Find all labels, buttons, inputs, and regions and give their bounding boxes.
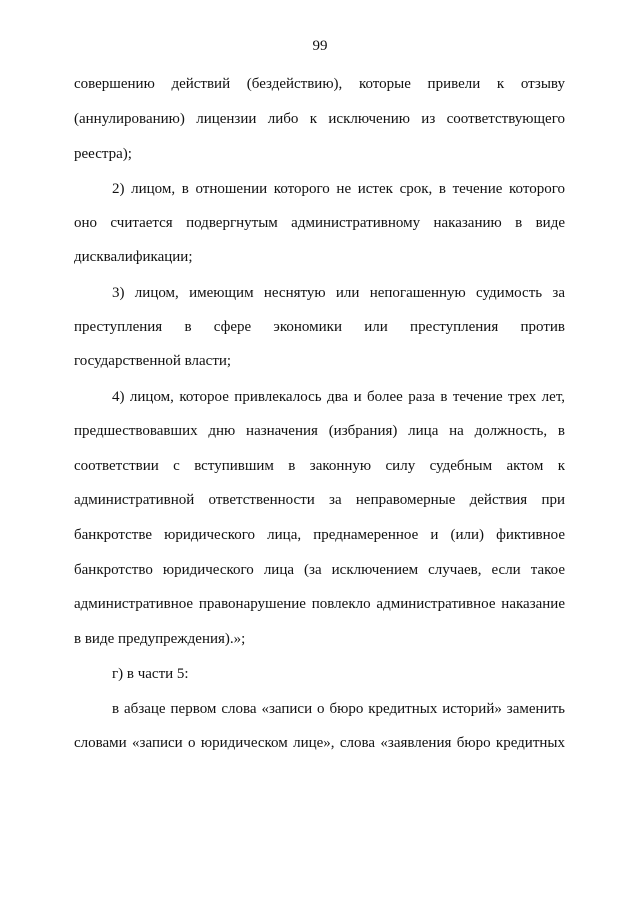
text-line: преступления в сфере экономики или преступления против — [74, 319, 565, 335]
text-line: дисквалификации; — [74, 249, 193, 265]
text-line: 2) лицом, в отношении которого не истек срок, в течение которого — [112, 181, 565, 197]
text-line: 4) лицом, которое привлекалось два и более раза в течение трех лет, — [112, 389, 565, 405]
text-line: оно считается подвергнутым административному наказанию в виде — [74, 215, 565, 231]
text-line: реестра); — [74, 146, 132, 162]
text-line: административное правонарушение повлекло административное наказание — [74, 596, 565, 612]
text-line: административной ответственности за неправомерные действия при — [74, 492, 565, 508]
text-line: банкротстве юридического лица, преднамеренное и (или) фиктивное — [74, 527, 565, 543]
text-line: в виде предупреждения).»; — [74, 631, 246, 647]
text-line: соответствии с вступившим в законную силу судебным актом к — [74, 458, 565, 474]
text-line: в абзаце первом слова «записи о бюро кредитных историй» заменить — [112, 701, 565, 717]
text-line: словами «записи о юридическом лице», слова «заявления бюро кредитных — [74, 735, 565, 751]
text-line: предшествовавших дню назначения (избрания) лица на должность, в — [74, 423, 565, 439]
page-number: 99 — [312, 38, 328, 54]
text-line: совершению действий (бездействию), которые привели к отзыву — [74, 76, 565, 92]
text-line: банкротство юридического лица (за исключением случаев, если такое — [74, 562, 565, 578]
text-line: 3) лицом, имеющим неснятую или непогашенную судимость за — [112, 285, 565, 301]
text-line: государственной власти; — [74, 353, 232, 369]
text-line: (аннулированию) лицензии либо к исключению из соответствующего — [74, 111, 565, 127]
text-line: г) в части 5: — [112, 666, 189, 682]
